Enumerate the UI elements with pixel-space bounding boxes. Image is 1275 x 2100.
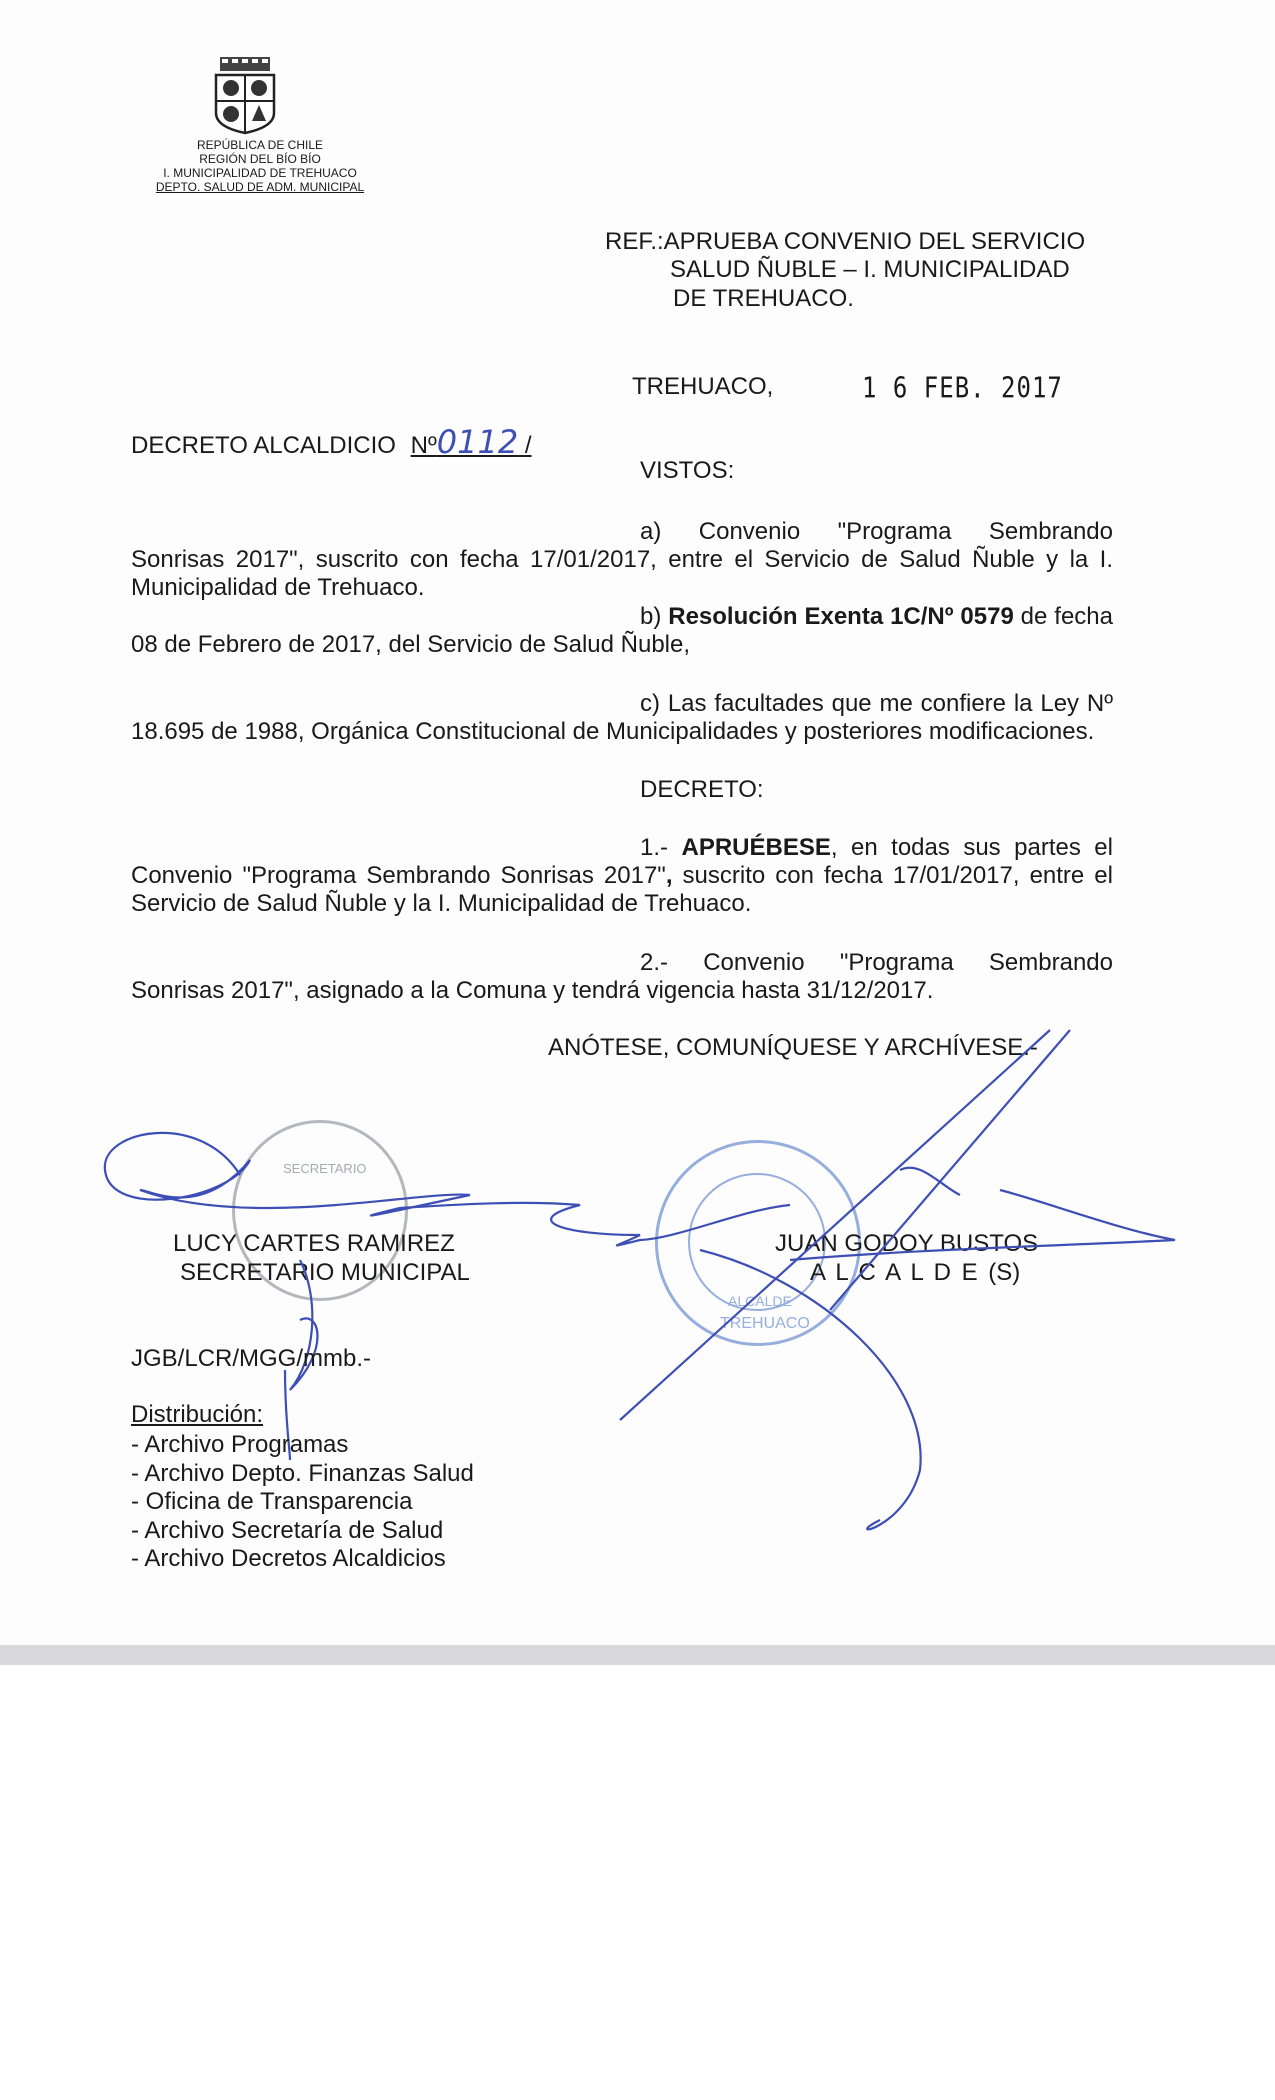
coat-of-arms-icon xyxy=(212,55,278,135)
mayor-stamp-city: TREHUACO xyxy=(720,1315,810,1332)
mayor-stamp-text: ALCALDE xyxy=(728,1293,792,1309)
distribution-item: - Archivo Secretaría de Salud xyxy=(131,1516,444,1544)
decree-label xyxy=(131,423,532,461)
distribution-item: - Archivo Decretos Alcaldicios xyxy=(131,1545,446,1572)
vistos-b xyxy=(131,603,1113,659)
left-signer-title: SECRETARIO MUNICIPAL xyxy=(180,1259,470,1286)
closing: ANÓTESE, COMUNÍQUESE Y ARCHÍVESE.- xyxy=(548,1034,1038,1061)
decreto-title: DECRETO: xyxy=(640,776,764,803)
distribution-item: - Archivo Depto. Finanzas Salud xyxy=(131,1459,474,1487)
decreto-1-comma: , xyxy=(665,862,673,889)
letterhead xyxy=(130,138,390,194)
decreto-1 xyxy=(131,834,1113,918)
vistos-b-bold: Resolución Exenta 1C/Nº 0579 xyxy=(668,603,1014,630)
decree-number-field xyxy=(410,423,532,461)
letterhead-line: I. MUNICIPALIDAD DE TREHUACO xyxy=(163,166,357,180)
decreto-1-bold: APRUÉBESE xyxy=(681,834,831,861)
vistos-b-post: de fecha 08 de Febrero de 2017, del Servicio de Salud Ñuble, xyxy=(131,603,1113,658)
vistos-title: VISTOS: xyxy=(640,457,735,484)
left-signer-name: LUCY CARTES RAMIREZ xyxy=(173,1230,455,1257)
letterhead-line: DEPTO. SALUD DE ADM. MUNICIPAL xyxy=(155,180,365,194)
decree-label-text: DECRETO ALCALDICIO xyxy=(131,432,396,459)
right-signer-name: JUAN GODOY BUSTOS xyxy=(775,1230,1039,1257)
date-stamp: 1 6 FEB. 2017 xyxy=(862,371,1063,405)
right-signer-title: A L C A L D E (S) xyxy=(810,1259,1021,1286)
vistos-a: a) Convenio "Programa Sembrando Sonrisas 2017", suscrito con fecha 17/01/2017, entre el Servicio de Salud Ñuble y la I. Municipalidad de Trehuaco. xyxy=(131,518,1113,601)
decree-suffix: / xyxy=(524,432,532,459)
distribution-title: Distribución: xyxy=(131,1401,264,1428)
decreto-1-mid: , en todas sus partes el Convenio "Programa Sembrando Sonrisas 2017" xyxy=(131,834,1113,889)
vistos-c: c) Las facultades que me confiere la Ley Nº 18.695 de 1988, Orgánica Constitucional de Municipalidades y posteriores modificaciones. xyxy=(131,690,1113,745)
letterhead-line: REGIÓN DEL BÍO BÍO xyxy=(199,152,321,166)
ref-line-3: DE TREHUACO. xyxy=(673,285,854,312)
decree-num-prefix: Nº xyxy=(410,432,437,459)
distribution-item: - Oficina de Transparencia xyxy=(131,1488,413,1515)
letterhead-line: REPÚBLICA DE CHILE xyxy=(196,138,324,152)
secretary-stamp-text: SECRETARIO xyxy=(283,1161,367,1176)
ref-line-2: SALUD ÑUBLE – I. MUNICIPALIDAD xyxy=(670,256,1070,283)
place: TREHUACO, xyxy=(632,373,774,400)
decreto-1-post: suscrito con fecha 17/01/2017, entre el Servicio de Salud Ñuble y la I. Municipalidad de Trehuaco. xyxy=(131,862,1113,917)
decreto-1-pre: 1.- xyxy=(640,834,682,861)
distribution-list xyxy=(131,1431,474,1574)
decree-number-handwritten: 0112 xyxy=(436,423,519,461)
initials: JGB/LCR/MGG/mmb.- xyxy=(131,1345,372,1372)
decreto-2: 2.- Convenio "Programa Sembrando Sonrisas 2017", asignado a la Comuna y tendrá vigencia hasta 31/12/2017. xyxy=(131,949,1113,1004)
ref-line-1: REF.:APRUEBA CONVENIO DEL SERVICIO xyxy=(605,228,1086,255)
vistos-b-pre: b) xyxy=(640,603,669,630)
distribution-item: - Archivo Programas xyxy=(131,1431,349,1458)
scan-edge xyxy=(0,1645,1275,1665)
